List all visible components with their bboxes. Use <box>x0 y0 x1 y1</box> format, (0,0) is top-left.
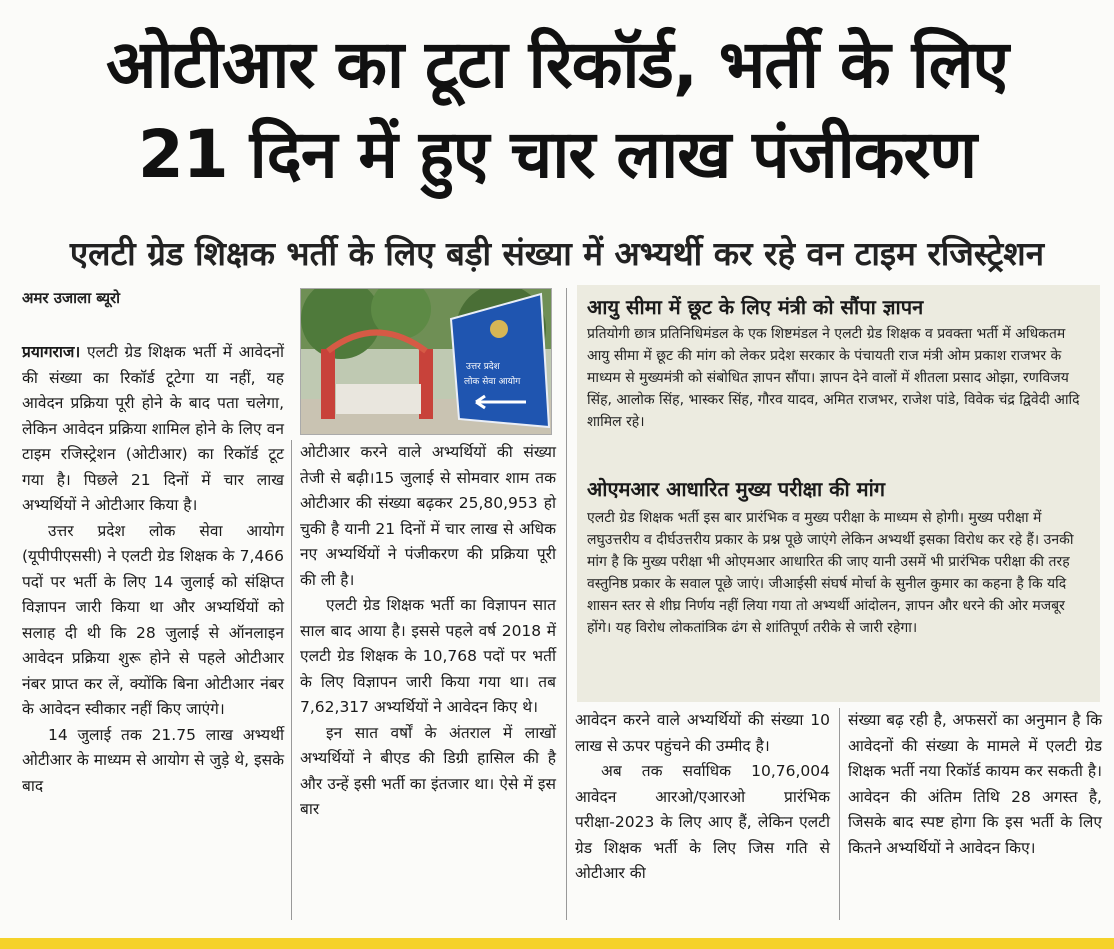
box-text-1: प्रतियोगी छात्र प्रतिनिधिमंडल के एक शिष्टमंडल ने एलटी ग्रेड शिक्षक व प्रवक्ता भर्ती में अधिकतम आयु सीमा में छूट की मांग को लेकर प्रदेश सरकार के पंचायती राज मंत्री ओम प्रकाश राजभर के माध्यम से मुख्यमंत्री को संबोधित ज्ञापन सौंपा। ज्ञापन देने वालों में शीतला प्रसाद ओझा, रणविजय सिंह, आलोक सिंह, भास्कर सिंह, गौरव यादव, अमित राजभर, राजेश पांडे, विवेक चंद्र द्विवेदी आदि शामिल रहे। <box>587 326 1080 430</box>
sign-line-2: लोक सेवा आयोग <box>464 377 521 387</box>
headline-line-1: ओटीआर का टूटा रिकॉर्ड, भर्ती के लिए <box>106 26 1008 103</box>
bottom-accent-bar <box>0 938 1114 949</box>
column-divider <box>566 288 567 920</box>
article-column-1 <box>22 340 284 799</box>
box-heading-1: आयु सीमा में छूट के लिए मंत्री को सौंपा ज्ञापन <box>587 295 924 319</box>
column-divider <box>291 440 292 920</box>
paragraph: अब तक सर्वाधिक 10,76,004 आवेदन आरओ/एआरओ प्रारंभिक परीक्षा-2023 के लिए आए हैं, लेकिन एलटी ग्रेड शिक्षक भर्ती के लिए जिस गति से ओटीआर की <box>575 762 830 882</box>
paragraph: 14 जुलाई तक 21.75 लाख अभ्यर्थी ओटीआर के माध्यम से आयोग से जुड़े थे, इसके बाद <box>22 725 284 795</box>
paragraph: एलटी ग्रेड शिक्षक भर्ती का विज्ञापन सात साल बाद आया है। इससे पहले वर्ष 2018 में एलटी ग्रेड शिक्षक के 10,768 पदों पर भर्ती के लिए विज्ञापन जारी किया गया था। तब 7,62,317 अभ्यर्थियों ने आवेदन किए थे। <box>300 596 556 716</box>
column-divider <box>839 708 840 920</box>
box-text-2: एलटी ग्रेड शिक्षक भर्ती इस बार प्रारंभिक व मुख्य परीक्षा के माध्यम से होगी। मुख्य परीक्षा में लघुउत्तरीय व दीर्घउत्तरीय प्रकार के प्रश्न पूछे जाएंगे लेकिन अभ्यर्थी इसका विरोध कर रहे हैं। उनकी मांग है कि मुख्य परीक्षा भी ओएमआर आधारित की जाए यानी उसमें भी प्रारंभिक परीक्षा की तरह वस्तुनिष्ठ प्रकार के सवाल पूछे जाएं। जीआईसी संघर्ष मोर्चा के सुनील कुमार का कहना है कि यदि शासन स्तर से शीघ्र निर्णय नहीं लिया गया तो अभ्यर्थी आंदोलन, ज्ञापन और धरने की ओर मजबूर होंगे। यह विरोध लोकतांत्रिक ढंग से शांतिपूर्ण तरीके से जारी रहेगा। <box>587 510 1074 636</box>
box-heading-2: ओएमआर आधारित मुख्य परीक्षा की मांग <box>587 477 886 501</box>
news-photo <box>300 288 552 435</box>
article-column-4 <box>848 708 1102 861</box>
paragraph: उत्तर प्रदेश लोक सेवा आयोग (यूपीपीएससी) ने एलटी ग्रेड शिक्षक के 7,466 पदों पर भर्ती के लिए 14 जुलाई को संक्षिप्त विज्ञापन जारी किया था और अभ्यर्थियों को सलाह दी थी कि 28 जुलाई से ऑनलाइन आवेदन प्रक्रिया शुरू होने से पहले ओटीआर नंबर प्राप्त कर लें, क्योंकि बिना ओटीआर नंबर के आवेदन स्वीकार नहीं किए जाएंगे। <box>22 521 284 718</box>
article-column-3 <box>575 708 830 887</box>
paragraph: आवेदन करने वाले अभ्यर्थियों की संख्या 10 लाख से ऊपर पहुंचने की उम्मीद है। <box>575 711 830 755</box>
sign-line-1: उत्तर प्रदेश <box>466 362 500 372</box>
paragraph: ओटीआर करने वाले अभ्यर्थियों की संख्या तेजी से बढ़ी।15 जुलाई से सोमवार शाम तक ओटीआर की संख्या बढ़कर 25,80,953 हो चुकी है यानी 21 दिनों में चार लाख से अधिक नए अभ्यर्थियों ने पंजीकरण की प्रक्रिया पूरी की ली है। <box>300 443 556 589</box>
commission-gate-image <box>301 289 551 434</box>
headline-line-2: 21 दिन में हुए चार लाख पंजीकरण <box>137 116 977 193</box>
dateline: प्रयागराज। <box>22 343 81 361</box>
byline: अमर उजाला ब्यूरो <box>22 289 121 307</box>
paragraph: संख्या बढ़ रही है, अफसरों का अनुमान है कि आवेदनों की संख्या के मामले में एलटी ग्रेड शिक्षक भर्ती नया रिकॉर्ड कायम कर सकती है। आवेदन की अंतिम तिथि 28 अगस्त है, जिसके बाद स्पष्ट होगा कि इस भर्ती के लिए कितने अभ्यर्थियों ने आवेदन किए। <box>848 711 1102 857</box>
headline <box>0 20 1114 200</box>
article-column-2 <box>300 440 556 823</box>
sidebar-box <box>577 285 1100 702</box>
subheadline: एलटी ग्रेड शिक्षक भर्ती के लिए बड़ी संख्या में अभ्यर्थी कर रहे वन टाइम रजिस्ट्रेशन <box>69 234 1045 273</box>
paragraph: इन सात वर्षों के अंतराल में लाखों अभ्यर्थियों ने बीएड की डिग्री हासिल की है और उन्हें इसी भर्ती का इंतजार था। ऐसे में इस बार <box>300 723 556 818</box>
paragraph <box>22 340 284 519</box>
paragraph-text: एलटी ग्रेड शिक्षक भर्ती में आवेदनों की संख्या का रिकॉर्ड टूटेगा या नहीं, यह आवेदन प्रक्रिया पूरी होने के बाद पता चलेगा, लेकिन आवेदन प्रक्रिया शामिल होने के लिए वन टाइम रजिस्ट्रेशन (ओटीआर) का रिकॉर्ड टूट गया है। पिछले 21 दिनों में चार लाख अभ्यर्थियों ने ओटीआर किया है। <box>22 343 284 514</box>
